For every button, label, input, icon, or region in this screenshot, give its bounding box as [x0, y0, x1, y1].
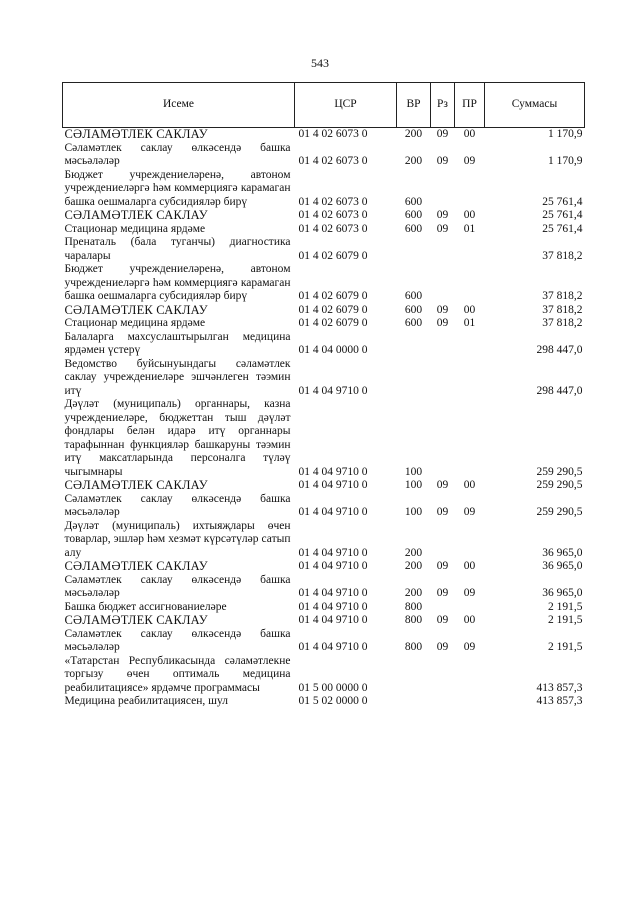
cell-sum: 36 965,0 [542, 587, 583, 599]
cell-vr: 100 [404, 479, 423, 491]
cell-rz [431, 236, 455, 263]
cell-vr: 800 [404, 614, 423, 626]
cell-name: Балаларга махсуслаштырылган медицина ярдәмен үстерү [64, 330, 291, 356]
cell-csr: 01 4 02 6073 0 [298, 209, 368, 221]
cell-sum: 25 761,4 [542, 222, 583, 235]
table-row [63, 263, 585, 304]
table-row [63, 317, 585, 331]
cell-vr [397, 655, 431, 696]
cell-rz: 09 [436, 209, 449, 221]
cell-pr [455, 236, 485, 263]
table-header-row [63, 83, 585, 128]
cell-vr: 200 [404, 560, 423, 572]
cell-sum: 259 290,5 [536, 465, 583, 478]
cell-sum: 2 191,5 [548, 614, 583, 626]
cell-name: СӘЛАМӘТЛЕК САКЛАУ [64, 302, 208, 317]
cell-name: СӘЛАМӘТЛЕК САКЛАУ [64, 613, 208, 627]
cell-name: Башка бюджет ассигнованиеләре [64, 600, 227, 613]
cell-csr: 01 4 02 6079 0 [298, 249, 368, 262]
page-number: 543 [311, 56, 329, 70]
cell-csr: 01 4 04 9710 0 [298, 560, 368, 572]
table-row [63, 493, 585, 520]
cell-csr: 01 4 02 6073 0 [298, 155, 368, 167]
cell-pr [455, 398, 485, 479]
column-header-csr: ЦСР [295, 83, 397, 128]
cell-pr [455, 601, 485, 615]
cell-vr: 200 [404, 155, 423, 167]
cell-rz [431, 655, 455, 696]
cell-csr: 01 4 02 6079 0 [298, 317, 368, 329]
cell-sum: 1 170,9 [548, 128, 583, 140]
cell-sum: 413 857,3 [536, 695, 583, 707]
cell-pr: 00 [463, 209, 476, 221]
cell-rz: 09 [436, 641, 449, 653]
cell-vr: 200 [404, 587, 423, 599]
cell-vr: 600 [404, 317, 423, 329]
cell-sum: 25 761,4 [542, 209, 583, 221]
cell-sum: 413 857,3 [536, 681, 583, 694]
table-row [63, 614, 585, 628]
cell-csr: 01 4 04 9710 0 [298, 546, 368, 559]
cell-pr: 00 [463, 614, 476, 626]
table-row [63, 601, 585, 615]
cell-vr [397, 331, 431, 358]
cell-name: «Татарстан Республикасында сәламәтлекне торгызу өчен оптималь медицина реабилитациясе» ярдәмче программасы [64, 654, 291, 694]
cell-rz: 09 [436, 479, 449, 491]
cell-sum: 259 290,5 [536, 479, 583, 491]
table-body [63, 128, 585, 709]
cell-rz [431, 169, 455, 210]
cell-vr: 800 [404, 600, 423, 613]
cell-name: Сәламәтлек саклау өлкәсендә башка мәсьәләләр [64, 492, 291, 518]
cell-vr: 600 [404, 290, 423, 302]
table-row [63, 574, 585, 601]
cell-csr: 01 5 00 0000 0 [298, 681, 368, 694]
cell-pr: 09 [463, 587, 476, 599]
table-row [63, 398, 585, 479]
cell-rz: 09 [436, 303, 449, 316]
table-row [63, 128, 585, 142]
cell-vr: 600 [404, 222, 423, 235]
cell-sum: 2 191,5 [548, 600, 583, 613]
table-row [63, 358, 585, 399]
cell-pr: 00 [463, 479, 476, 491]
cell-rz: 09 [436, 317, 449, 329]
cell-csr: 01 4 04 9710 0 [298, 587, 368, 599]
table-row [63, 560, 585, 574]
cell-name: Сәламәтлек саклау өлкәсендә башка мәсьәләләр [64, 573, 291, 599]
cell-csr: 01 4 02 6073 0 [298, 128, 368, 140]
cell-vr: 600 [404, 303, 423, 316]
cell-name: Медицина реабилитациясен, шул [64, 695, 228, 707]
cell-csr: 01 4 02 6073 0 [298, 222, 368, 235]
cell-pr: 09 [463, 641, 476, 653]
table-row [63, 520, 585, 561]
table-row [63, 223, 585, 237]
cell-vr: 200 [404, 128, 423, 140]
cell-vr: 800 [404, 641, 423, 653]
cell-name: Дәүләт (муниципаль) ихтыяҗлары өчен товарлар, эшләр һәм хезмәт күрсәтүләр сатып алу [64, 519, 291, 559]
cell-csr: 01 4 04 9710 0 [298, 600, 368, 613]
table-row [63, 695, 585, 709]
cell-vr: 600 [404, 195, 423, 208]
table-row [63, 236, 585, 263]
cell-rz [431, 331, 455, 358]
cell-sum: 37 818,2 [542, 317, 583, 329]
cell-name: Дәүләт (муниципаль) органнары, казна учреждениеләре, бюджеттан тыш дәүләт фондлары белән идарә итү органнары тарафыннан функцияләр башкаруны тәэмин итү максатларында персоналга түләү чыгымнары [64, 398, 291, 478]
cell-pr [455, 520, 485, 561]
cell-rz: 09 [436, 614, 449, 626]
cell-csr: 01 4 04 9710 0 [298, 465, 368, 478]
cell-name: Сәламәтлек саклау өлкәсендә башка мәсьәләләр [64, 141, 291, 167]
cell-pr [455, 331, 485, 358]
cell-vr: 600 [404, 209, 423, 221]
cell-sum: 37 818,2 [542, 290, 583, 302]
cell-name: СӘЛАМӘТЛЕК САКЛАУ [64, 559, 208, 573]
column-header-sum: Суммасы [485, 83, 585, 128]
cell-pr [455, 358, 485, 399]
cell-rz [431, 601, 455, 615]
cell-sum: 36 965,0 [542, 560, 583, 572]
cell-pr: 00 [463, 128, 476, 140]
cell-sum: 2 191,5 [548, 641, 583, 653]
cell-pr: 00 [463, 303, 476, 316]
cell-pr [455, 655, 485, 696]
cell-csr: 01 4 02 6073 0 [298, 195, 368, 208]
table-row [63, 655, 585, 696]
cell-pr [455, 263, 485, 304]
column-header-vr: ВР [397, 83, 431, 128]
cell-rz [431, 358, 455, 399]
cell-vr [397, 358, 431, 399]
cell-sum: 298 447,0 [536, 344, 583, 356]
cell-sum: 37 818,2 [542, 249, 583, 262]
cell-sum: 298 447,0 [536, 384, 583, 397]
budget-table [62, 82, 585, 709]
cell-vr [397, 236, 431, 263]
cell-name: Стационар медицина ярдәме [64, 317, 206, 329]
cell-csr: 01 4 04 9710 0 [298, 479, 368, 491]
cell-csr: 01 4 04 9710 0 [298, 506, 368, 518]
cell-pr: 01 [463, 317, 476, 329]
table-row [63, 304, 585, 318]
cell-name: Бюджет учреждениеләренә, автоном учреждениеләргә һәм коммерциягә карамаган башка оешмаларга субсидияләр бирү [64, 168, 291, 208]
cell-name: Сәламәтлек саклау өлкәсендә башка мәсьәләләр [64, 627, 291, 653]
cell-name: Пренаталь (бала туганчы) диагностика чаралары [64, 236, 291, 262]
cell-rz: 09 [436, 560, 449, 572]
table-row [63, 628, 585, 655]
cell-vr [397, 695, 431, 709]
cell-vr: 100 [404, 506, 423, 518]
cell-csr: 01 4 04 0000 0 [298, 344, 368, 356]
cell-sum: 1 170,9 [548, 155, 583, 167]
cell-pr: 01 [463, 222, 476, 235]
cell-rz [431, 263, 455, 304]
cell-rz [431, 695, 455, 709]
cell-vr: 100 [404, 465, 423, 478]
cell-rz: 09 [436, 222, 449, 235]
cell-rz [431, 398, 455, 479]
cell-rz: 09 [436, 155, 449, 167]
cell-vr: 200 [404, 546, 423, 559]
cell-pr [455, 695, 485, 709]
cell-name: СӘЛАМӘТЛЕК САКЛАУ [64, 478, 208, 492]
cell-pr: 00 [463, 560, 476, 572]
cell-name: СӘЛАМӘТЛЕК САКЛАУ [64, 208, 208, 222]
table-row [63, 169, 585, 210]
cell-csr: 01 4 02 6079 0 [298, 290, 368, 302]
cell-pr [455, 169, 485, 210]
table-row [63, 479, 585, 493]
column-header-name: Исеме [63, 83, 295, 128]
column-header-pr: ПР [455, 83, 485, 128]
cell-name: Ведомство буйсынуындагы сәламәтлек саклау учреждениеләре эшчәнлеген тәэмин итү [64, 357, 291, 397]
cell-sum: 37 818,2 [542, 303, 583, 316]
cell-name: Бюджет учреждениеләренә, автоном учреждениеләргә һәм коммерциягә карамаган башка оешмаларга субсидияләр бирү [64, 263, 291, 302]
column-header-rz: Рз [431, 83, 455, 128]
cell-csr: 01 4 02 6079 0 [298, 303, 368, 316]
cell-csr: 01 4 04 9710 0 [298, 614, 368, 626]
table-row [63, 209, 585, 223]
cell-sum: 36 965,0 [542, 546, 583, 559]
cell-csr: 01 5 02 0000 0 [298, 695, 368, 707]
cell-name: Стационар медицина ярдәме [64, 222, 206, 235]
table-row [63, 142, 585, 169]
cell-sum: 25 761,4 [542, 195, 583, 208]
cell-csr: 01 4 04 9710 0 [298, 641, 368, 653]
cell-rz [431, 520, 455, 561]
cell-pr: 09 [463, 506, 476, 518]
cell-rz: 09 [436, 587, 449, 599]
cell-pr: 09 [463, 155, 476, 167]
cell-name: СӘЛАМӘТЛЕК САКЛАУ [64, 127, 208, 141]
cell-rz: 09 [436, 506, 449, 518]
cell-rz: 09 [436, 128, 449, 140]
cell-csr: 01 4 04 9710 0 [298, 384, 368, 397]
table-row [63, 331, 585, 358]
cell-sum: 259 290,5 [536, 506, 583, 518]
